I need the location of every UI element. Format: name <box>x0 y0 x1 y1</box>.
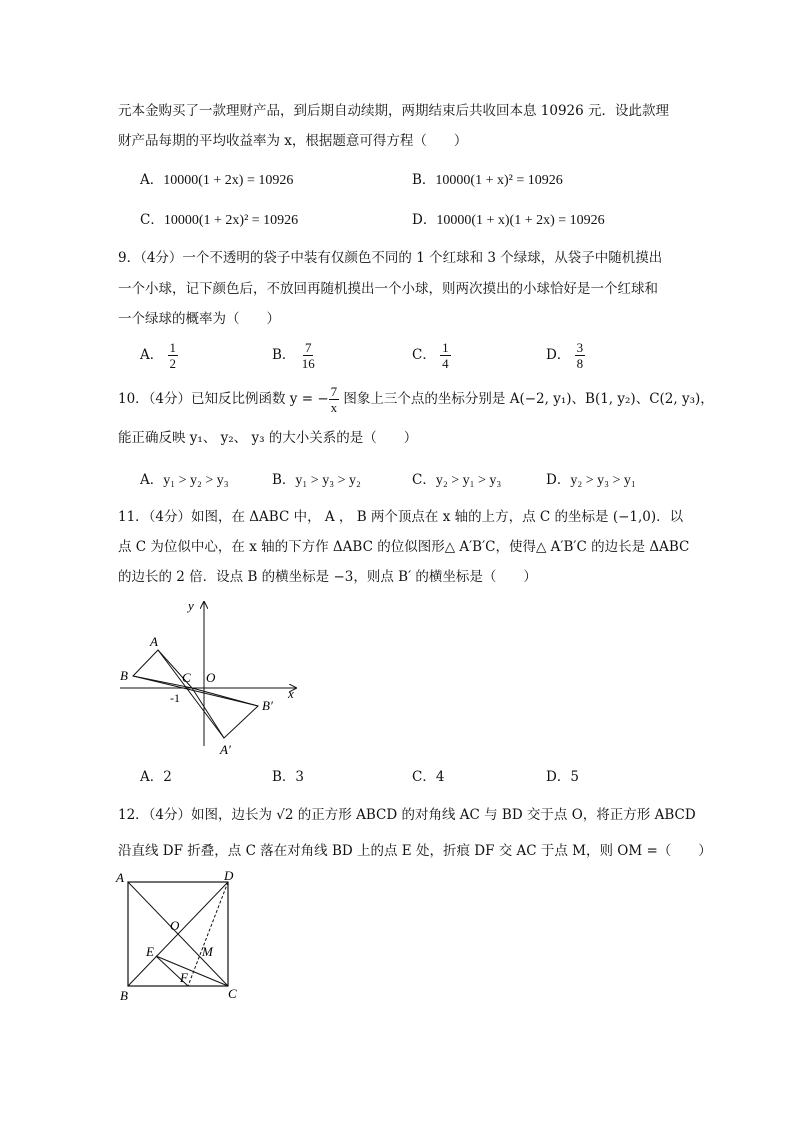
option-label: C． <box>412 769 436 785</box>
q10-line1 <box>118 384 714 415</box>
option-label: C． <box>412 472 436 488</box>
option-expression: 10000(1 + x)(1 + 2x) = 10926 <box>436 213 605 228</box>
q11-option-c[interactable] <box>412 767 444 787</box>
option-label: A． <box>140 347 164 363</box>
label-m: M <box>202 944 213 959</box>
q10-option-c[interactable] <box>412 470 501 491</box>
q10-option-b[interactable] <box>272 470 361 491</box>
label-a: A <box>150 634 158 649</box>
option-value: 5 <box>570 769 579 785</box>
option-value: 2 <box>163 769 172 785</box>
option-expression: 10000(1 + 2x)² = 10926 <box>163 213 299 228</box>
label-c: C <box>228 986 237 1001</box>
option-label: A． <box>140 172 164 188</box>
q9-option-c[interactable] <box>412 340 451 371</box>
label-c: C <box>182 670 191 685</box>
q11-option-a[interactable] <box>140 767 172 787</box>
label-b: B <box>120 668 128 683</box>
q10-line2: 能正确反映 y₁、 y₂、 y₃ 的大小关系的是（ ） <box>118 430 418 446</box>
option-label: B． <box>272 472 296 488</box>
option-label: D． <box>546 472 571 488</box>
label-f: F <box>180 970 188 985</box>
q8-option-d[interactable] <box>412 210 605 231</box>
label-a-prime: A′ <box>220 742 231 757</box>
label-b: B <box>120 988 128 1003</box>
option-expression: 10000(1 + x)² = 10926 <box>435 173 563 188</box>
option-label: D． <box>546 769 571 785</box>
option-expression: y₁ > y₂ > y₃ <box>163 473 229 488</box>
fold-line-df <box>188 882 228 986</box>
q8-option-a[interactable] <box>140 170 293 191</box>
q8-option-b[interactable] <box>412 170 563 191</box>
q11-line2: 点 C 为位似中心，在 x 轴的下方作 ΔABC 的位似图形△ A′B′C，使得△ A′B′C 的边长是 ΔABC <box>118 539 690 555</box>
q11-line3: 的边长的 2 倍．设点 B 的横坐标是 −3，则点 B′ 的横坐标是（ ） <box>118 569 537 585</box>
q11-option-d[interactable] <box>546 767 579 787</box>
q8-line1: 元本金购买了一款理财产品，到后期自动续期，两期结束后共收回本息 10926 元．设此款理 <box>118 103 670 119</box>
q11-option-b[interactable] <box>272 767 304 787</box>
option-label: C． <box>412 347 436 363</box>
q9-option-d[interactable] <box>546 340 585 371</box>
triangle-a-prime-b-prime-c <box>192 688 258 738</box>
q10-option-a[interactable] <box>140 470 229 491</box>
option-fraction: $\frac{1}{4}$ <box>442 340 449 371</box>
option-value: 3 <box>295 769 305 785</box>
q9-line1: 9．（4分）一个不透明的袋子中装有仅颜色不同的 1 个红球和 3 个绿球，从袋子中随机摸出 <box>118 250 663 266</box>
label-y: y <box>188 598 194 613</box>
option-expression: y₂ > y₃ > y₁ <box>570 473 636 488</box>
q10-prefix: 10．（4分）已知反比例函数 y = − <box>118 391 329 407</box>
segment-ec <box>156 956 228 986</box>
label-o: O <box>170 918 180 933</box>
q10-suffix: 图象上三个点的坐标分别是 A(−2, y₁)、B(1, y₂)、C(2, y₃)， <box>339 391 714 407</box>
option-expression: 10000(1 + 2x) = 10926 <box>163 173 294 188</box>
label-d: D <box>224 868 234 883</box>
q10-fraction: $\frac{7}{x}$ <box>330 384 338 415</box>
label-e: E <box>146 944 154 959</box>
q9-line2: 一个小球，记下颜色后，不放回再随机摸出一个小球，则两次摸出的小球恰好是一个红球和 <box>118 281 658 297</box>
label-minus-one: -1 <box>170 691 180 705</box>
option-expression: y₂ > y₁ > y₃ <box>435 473 502 488</box>
option-label: D． <box>412 212 437 228</box>
label-o: O <box>206 670 216 685</box>
option-label: B． <box>272 347 296 363</box>
label-a: A <box>116 870 124 885</box>
option-value: 4 <box>435 769 445 785</box>
option-label: A． <box>140 472 164 488</box>
option-fraction: $\frac{7}{16}$ <box>301 340 315 371</box>
option-label: B． <box>272 769 296 785</box>
q12-line1: 12．（4分）如图，边长为 √2 的正方形 ABCD 的对角线 AC 与 BD 交于点 O，将正方形 ABCD <box>118 807 696 823</box>
q9-line3: 一个绿球的概率为（ ） <box>118 311 280 327</box>
option-fraction: $\frac{1}{2}$ <box>169 340 177 371</box>
q8-option-c[interactable] <box>140 210 298 231</box>
option-label: B． <box>412 172 436 188</box>
label-x: x <box>288 686 294 701</box>
q9-option-a[interactable] <box>140 340 178 371</box>
q10-option-d[interactable] <box>546 470 636 491</box>
line-b-b-prime <box>133 676 258 706</box>
q12-figure <box>112 868 252 1004</box>
option-label: D． <box>546 347 571 363</box>
q11-figure <box>110 590 310 760</box>
option-label: C． <box>140 212 164 228</box>
label-b-prime: B′ <box>262 698 273 713</box>
q8-line2: 财产品每期的平均收益率为 x，根据题意可得方程（ ） <box>118 133 468 149</box>
option-fraction: $\frac{3}{8}$ <box>576 340 584 371</box>
q9-option-b[interactable] <box>272 340 317 371</box>
q11-line1: 11．（4分）如图，在 ΔABC 中， A ， B 两个顶点在 x 轴的上方，点 C 的坐标是 (−1,0)．以 <box>118 509 684 525</box>
option-expression: y₁ > y₃ > y₂ <box>295 473 361 488</box>
q12-line2: 沿直线 DF 折叠，点 C 落在对角线 BD 上的点 E 处，折痕 DF 交 AC 于点 M，则 OM =（ ） <box>118 843 712 859</box>
option-label: A． <box>140 769 164 785</box>
